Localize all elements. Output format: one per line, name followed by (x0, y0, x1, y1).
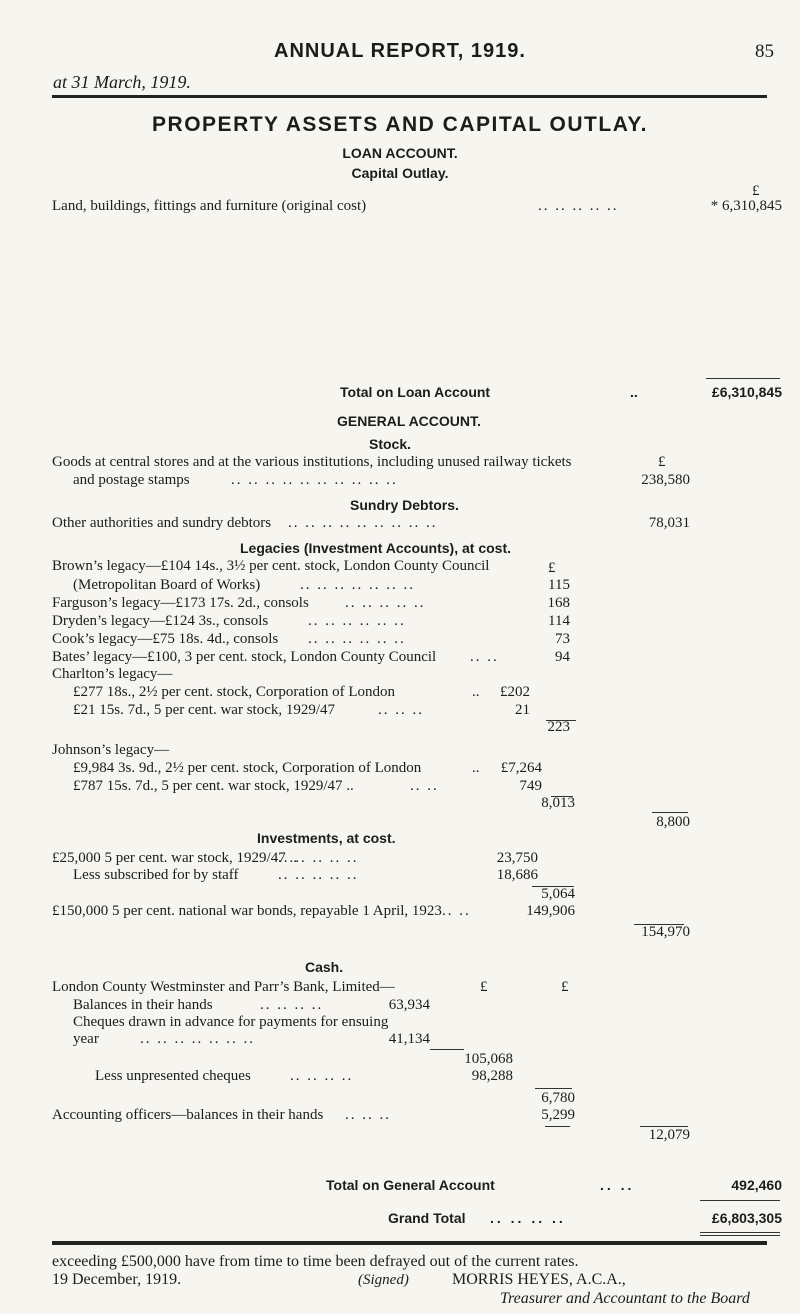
cash-value-1: 63,934 (388, 997, 430, 1013)
loan-account-heading: LOAN ACCOUNT. (342, 145, 458, 161)
johnson-line-2: £787 15s. 7d., 5 per cent. war stock, 1929/47 .. (73, 778, 354, 794)
investments-heading: Investments, at cost. (257, 830, 396, 846)
cash-heading: Cash. (305, 959, 344, 975)
cash-currency-a: £ (480, 979, 488, 995)
grand-total-rule (700, 1200, 780, 1201)
loan-currency: £ (752, 183, 760, 199)
page-subtitle: at 31 March, 1919. (53, 72, 191, 92)
investments-total: 154,970 (641, 924, 690, 940)
cash-dots-3: .. .. .. .. (290, 1068, 354, 1084)
grand-total-value: £6,803,305 (711, 1210, 782, 1226)
sundry-debtors-heading: Sundry Debtors. (350, 497, 459, 513)
footer-rule (52, 1241, 767, 1245)
land-value: * 6,310,845 (710, 198, 782, 214)
cash-line-2b: year (73, 1031, 99, 1047)
legacy-value: 94 (555, 649, 570, 665)
general-account-heading: GENERAL ACCOUNT. (337, 413, 481, 429)
legacy-dots: .. .. .. .. .. .. .. (300, 577, 415, 593)
legacy-dots: .. .. .. .. .. .. (308, 613, 406, 629)
general-total-value: 492,460 (731, 1177, 782, 1193)
cash-dots-4: .. .. .. (345, 1107, 391, 1123)
footer-role: Treasurer and Accountant to the Board (500, 1290, 750, 1307)
charlton-dots-2: .. .. .. (378, 702, 424, 718)
debtors-dots: .. .. .. .. .. .. .. .. .. (288, 515, 438, 531)
cash-dots-1: .. .. .. .. (260, 997, 324, 1013)
charlton-line-2: £21 15s. 7d., 5 per cent. war stock, 1929/47 (73, 702, 336, 718)
legacy-value: 114 (548, 613, 570, 629)
legacy-line: Dryden’s legacy—£124 3s., consols (52, 613, 269, 629)
page-number: 85 (755, 41, 774, 62)
legacy-line: Farguson’s legacy—£173 17s. 2d., consols (52, 595, 309, 611)
johnson-dots-2: .. .. (410, 778, 439, 794)
legacy-line: (Metropolitan Board of Works) (73, 577, 261, 593)
stock-line-1: Goods at central stores and at the various institutions, including unused railway tickets (52, 454, 572, 470)
grand-total-underline-1 (700, 1232, 780, 1233)
cash-total: 12,079 (648, 1127, 690, 1143)
legacy-dots: .. .. (470, 649, 499, 665)
charlton-line-1: £277 18s., 2½ per cent. stock, Corporation of London (73, 684, 396, 700)
grand-total-dots: .. .. .. .. (490, 1210, 566, 1226)
loan-total-label: Total on Loan Account (340, 384, 491, 400)
footer-note: exceeding £500,000 have from time to time been defrayed out of the current rates. (52, 1253, 579, 1270)
cash-line-2a: Cheques drawn in advance for payments for ensuing (73, 1014, 389, 1030)
cash-net: 6,780 (541, 1090, 575, 1106)
charlton-value-2: 21 (515, 702, 530, 718)
legacy-value: 73 (555, 631, 570, 647)
stock-heading: Stock. (369, 436, 412, 452)
cash-sum: 105,068 (464, 1051, 513, 1067)
footer-name: MORRIS HEYES, A.C.A., (452, 1271, 626, 1288)
grand-total-underline-2 (700, 1235, 780, 1236)
debtors-label: Other authorities and sundry debtors (52, 515, 272, 531)
stock-currency: £ (658, 454, 666, 470)
investments-value-2: 18,686 (496, 867, 538, 883)
stock-value: 238,580 (641, 472, 690, 488)
investments-line-1: £25,000 5 per cent. war stock, 1929/47 .. (52, 850, 297, 866)
legacies-heading: Legacies (Investment Accounts), at cost. (240, 540, 511, 556)
stock-dots: .. .. .. .. .. .. .. .. .. .. (231, 472, 398, 488)
cash-value-4: 5,299 (541, 1107, 575, 1123)
investments-line-2: Less subscribed for by staff (73, 867, 239, 883)
cash-value-3: 98,288 (471, 1068, 513, 1084)
legacy-value: 168 (547, 595, 570, 611)
cash-net-rule (535, 1088, 572, 1089)
johnson-subtotal: 8,013 (541, 795, 575, 811)
header-rule (52, 95, 767, 98)
investments-dots-2: .. .. .. .. .. (278, 867, 359, 883)
cash-line-4: Accounting officers—balances in their hands (52, 1107, 324, 1123)
investments-value-1: 23,750 (496, 850, 538, 866)
johnson-value-2: 749 (519, 778, 542, 794)
johnson-dots-1: .. (472, 760, 480, 776)
johnson-line-1: £9,984 3s. 9d., 2½ per cent. stock, Corporation of London (73, 760, 422, 776)
general-total-dots: .. .. (600, 1177, 635, 1193)
loan-total-rule (706, 378, 780, 379)
investments-value-3: 149,906 (526, 903, 575, 919)
cash-line-1: Balances in their hands (73, 997, 213, 1013)
running-title: ANNUAL REPORT, 1919. (274, 40, 526, 62)
legacy-line: Bates’ legacy—£100, 3 per cent. stock, London County Council (52, 649, 437, 665)
debtors-value: 78,031 (648, 515, 690, 531)
charlton-value-1: £202 (500, 684, 530, 700)
legacy-dots: .. .. .. .. .. (345, 595, 426, 611)
cash-dots-2: .. .. .. .. .. .. .. (140, 1031, 255, 1047)
land-label: Land, buildings, fittings and furniture (original cost) (52, 198, 367, 214)
grand-total-label: Grand Total (388, 1210, 466, 1226)
cash-value-2: 41,134 (388, 1031, 430, 1047)
loan-total-value: £6,310,845 (711, 384, 782, 400)
main-heading: PROPERTY ASSETS AND CAPITAL OUTLAY. (152, 113, 648, 136)
cash-line-3: Less unpresented cheques (95, 1068, 251, 1084)
investments-line-3: £150,000 5 per cent. national war bonds, repayable 1 April, 1923 (52, 903, 442, 919)
capital-outlay-heading: Capital Outlay. (351, 165, 449, 181)
johnson-label: Johnson’s legacy— (52, 742, 170, 758)
cash-bank-label: London County Westminster and Parr’s Bank, Limited— (52, 979, 395, 995)
investments-net: 5,064 (541, 886, 575, 902)
legacies-total-rule (652, 812, 688, 813)
legacy-line: Cook’s legacy—£75 18s. 4d., consols (52, 631, 279, 647)
cash-total-rule-inner (545, 1126, 570, 1127)
johnson-value-1: £7,264 (500, 760, 542, 776)
charlton-label: Charlton’s legacy— (52, 666, 173, 682)
cash-currency-b: £ (561, 979, 569, 995)
footer-date: 19 December, 1919. (52, 1271, 182, 1288)
stock-line-2: and postage stamps (73, 472, 190, 488)
land-dots: .. .. .. .. .. (538, 198, 619, 214)
legacy-value: 115 (548, 577, 570, 593)
investments-dots-3: .. .. (442, 903, 471, 919)
charlton-dots-1: .. (472, 684, 480, 700)
investments-dots-1: .. .. .. .. .. (278, 850, 359, 866)
legacies-currency: £ (548, 560, 556, 576)
cash-sum-rule (430, 1049, 464, 1050)
loan-total-dots: .. (630, 384, 638, 400)
footer-signed: (Signed) (358, 1272, 409, 1288)
charlton-subtotal: 223 (547, 719, 570, 735)
legacy-dots: .. .. .. .. .. .. (308, 631, 406, 647)
legacy-line: Brown’s legacy—£104 14s., 3½ per cent. stock, London County Council (52, 558, 490, 574)
general-total-label: Total on General Account (326, 1177, 495, 1193)
legacies-total: 8,800 (656, 814, 690, 830)
